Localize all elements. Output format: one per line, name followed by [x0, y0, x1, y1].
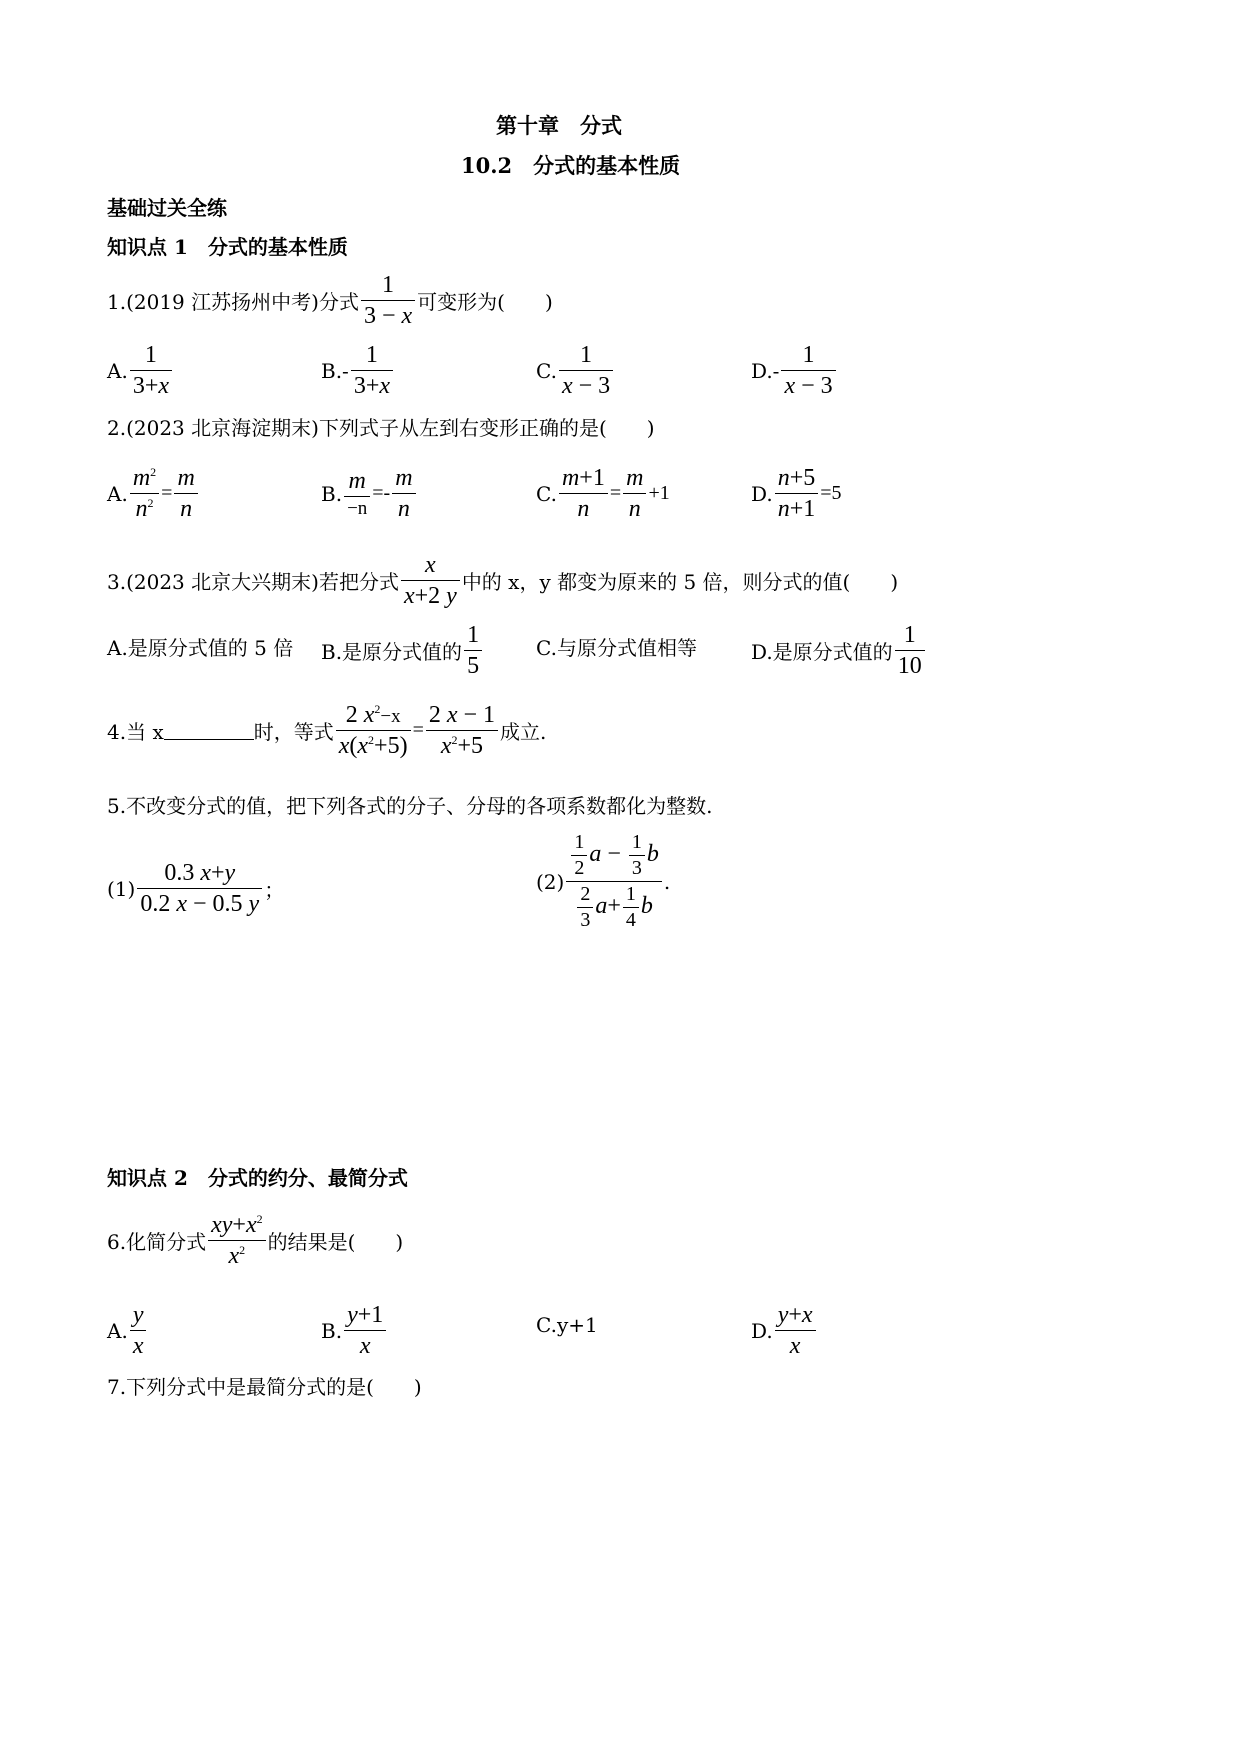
fraction: $\frac{0.3 x+y}{0.2 x - 0.5 y}$: [137, 858, 262, 919]
fraction: $\frac{y}{x}$: [130, 1300, 147, 1361]
option-a[interactable]: A. $\frac{1}{3+x}$: [107, 340, 174, 401]
fraction: $\frac{1}{10}$: [895, 620, 925, 681]
option-b[interactable]: B. $\frac{y+1}{x}$: [321, 1300, 388, 1361]
fraction: $\frac{1}{3+x}$: [351, 340, 393, 401]
fraction: $\frac{2 x - 1}{x^2+5}$: [426, 700, 498, 761]
option-a[interactable]: A. $\frac{m^2}{n^2}$ = $\frac{m}{n}$: [107, 463, 200, 524]
option-d[interactable]: D. $\frac{n+5}{n+1}$ =5: [751, 465, 842, 522]
practice-heading: 基础过关全练: [107, 196, 227, 220]
fraction: $\frac{m+1}{n}$: [559, 463, 608, 524]
option-d[interactable]: D.是原分式值的 $\frac{1}{10}$: [751, 620, 927, 681]
question-7: 7.下列分式中是最简分式的是( ): [107, 1375, 422, 1399]
option-b[interactable]: B.- $\frac{1}{3+x}$: [321, 340, 395, 401]
chapter-title: 第十章 分式: [496, 113, 622, 138]
fraction: $\frac{1}{3 - x}$: [361, 270, 415, 331]
option-d[interactable]: D.- $\frac{1}{x - 3}$: [751, 340, 838, 401]
option-b[interactable]: B. $\frac{m}{-n}$ =- $\frac{m}{n}$: [321, 463, 418, 524]
question-5-part-2: (2) $\frac{1}{2}$ a − $\frac{1}{3}$ b $\frac{2}{3}$ a+ $\frac{1}{4}$ b .: [536, 831, 671, 931]
fraction: $\frac{1}{x - 3}$: [559, 340, 613, 401]
section-title: 10.2 分式的基本性质: [461, 153, 681, 178]
fraction: $\frac{x}{x+2 y}$: [401, 550, 460, 611]
fraction: $\frac{1}{3+x}$: [130, 340, 172, 401]
question-1: [107, 270, 553, 331]
option-c[interactable]: C. $\frac{m+1}{n}$ = $\frac{m}{n}$ +1: [536, 465, 670, 522]
fraction: $\frac{y+1}{x}$: [344, 1300, 386, 1361]
fraction: $\frac{1}{5}$: [464, 620, 482, 681]
question-4: 4.当 x 时，等式 $\frac{2 x^2-x}{x(x^2+5)}$ = $\frac{2 x - 1}{x^2+5}$ 成立.: [107, 702, 547, 759]
fraction: $\frac{2 x^2-x}{x(x^2+5)}$: [336, 700, 411, 761]
question-2: 2.(2023 北京海淀期末)下列式子从左到右变形正确的是( ): [107, 416, 655, 440]
fraction: $\frac{n+5}{n+1}$: [775, 463, 819, 524]
option-b[interactable]: B.是原分式值的 $\frac{1}{5}$: [321, 620, 484, 681]
fraction: $\frac{m}{n}$: [174, 463, 197, 524]
fraction: $\frac{m}{n}$: [392, 463, 415, 524]
option-c[interactable]: C. $\frac{1}{x - 3}$: [536, 340, 615, 401]
fraction: $\frac{m}{n}$: [623, 463, 646, 524]
knowledge-point-2: 知识点 2 分式的约分、最简分式: [107, 1166, 408, 1190]
fraction: $\frac{y+x}{x}$: [775, 1300, 816, 1361]
option-d[interactable]: D. $\frac{y+x}{x}$: [751, 1300, 818, 1361]
knowledge-point-1: 知识点 1 分式的基本性质: [107, 235, 348, 259]
option-c[interactable]: C.与原分式值相等: [536, 636, 697, 660]
fraction: $\frac{m}{-n}$: [344, 466, 370, 521]
option-c[interactable]: C.y+1: [536, 1313, 598, 1337]
question-1-prefix: 1.(2019 江苏扬州中考)分式: [107, 290, 359, 314]
question-1-suffix: 可变形为( ): [417, 290, 553, 314]
complex-fraction: $\frac{1}{2}$ a − $\frac{1}{3}$ b $\frac{2}{3}$ a+ $\frac{1}{4}$ b: [566, 830, 662, 933]
answer-blank[interactable]: [164, 721, 254, 740]
question-5: 5.不改变分式的值，把下列各式的分子、分母的各项系数都化为整数.: [107, 794, 713, 818]
fraction: $\frac{1}{x - 3}$: [781, 340, 835, 401]
fraction: $\frac{xy+x^2}{x^2}$: [208, 1210, 266, 1271]
fraction: $\frac{m^2}{n^2}$: [130, 463, 159, 524]
option-a[interactable]: A. $\frac{y}{x}$: [107, 1300, 148, 1361]
option-a[interactable]: A.是原分式值的 5 倍: [107, 636, 294, 660]
question-3: 3.(2023 北京大兴期末)若把分式 $\frac{x}{x+2 y}$ 中的 x，y 都变为原来的 5 倍，则分式的值( ): [107, 552, 899, 609]
question-5-part-1: (1) $\frac{0.3 x+y}{0.2 x - 0.5 y}$ ；: [107, 860, 285, 917]
question-6: 6.化简分式 $\frac{xy+x^2}{x^2}$ 的结果是( ): [107, 1212, 404, 1269]
